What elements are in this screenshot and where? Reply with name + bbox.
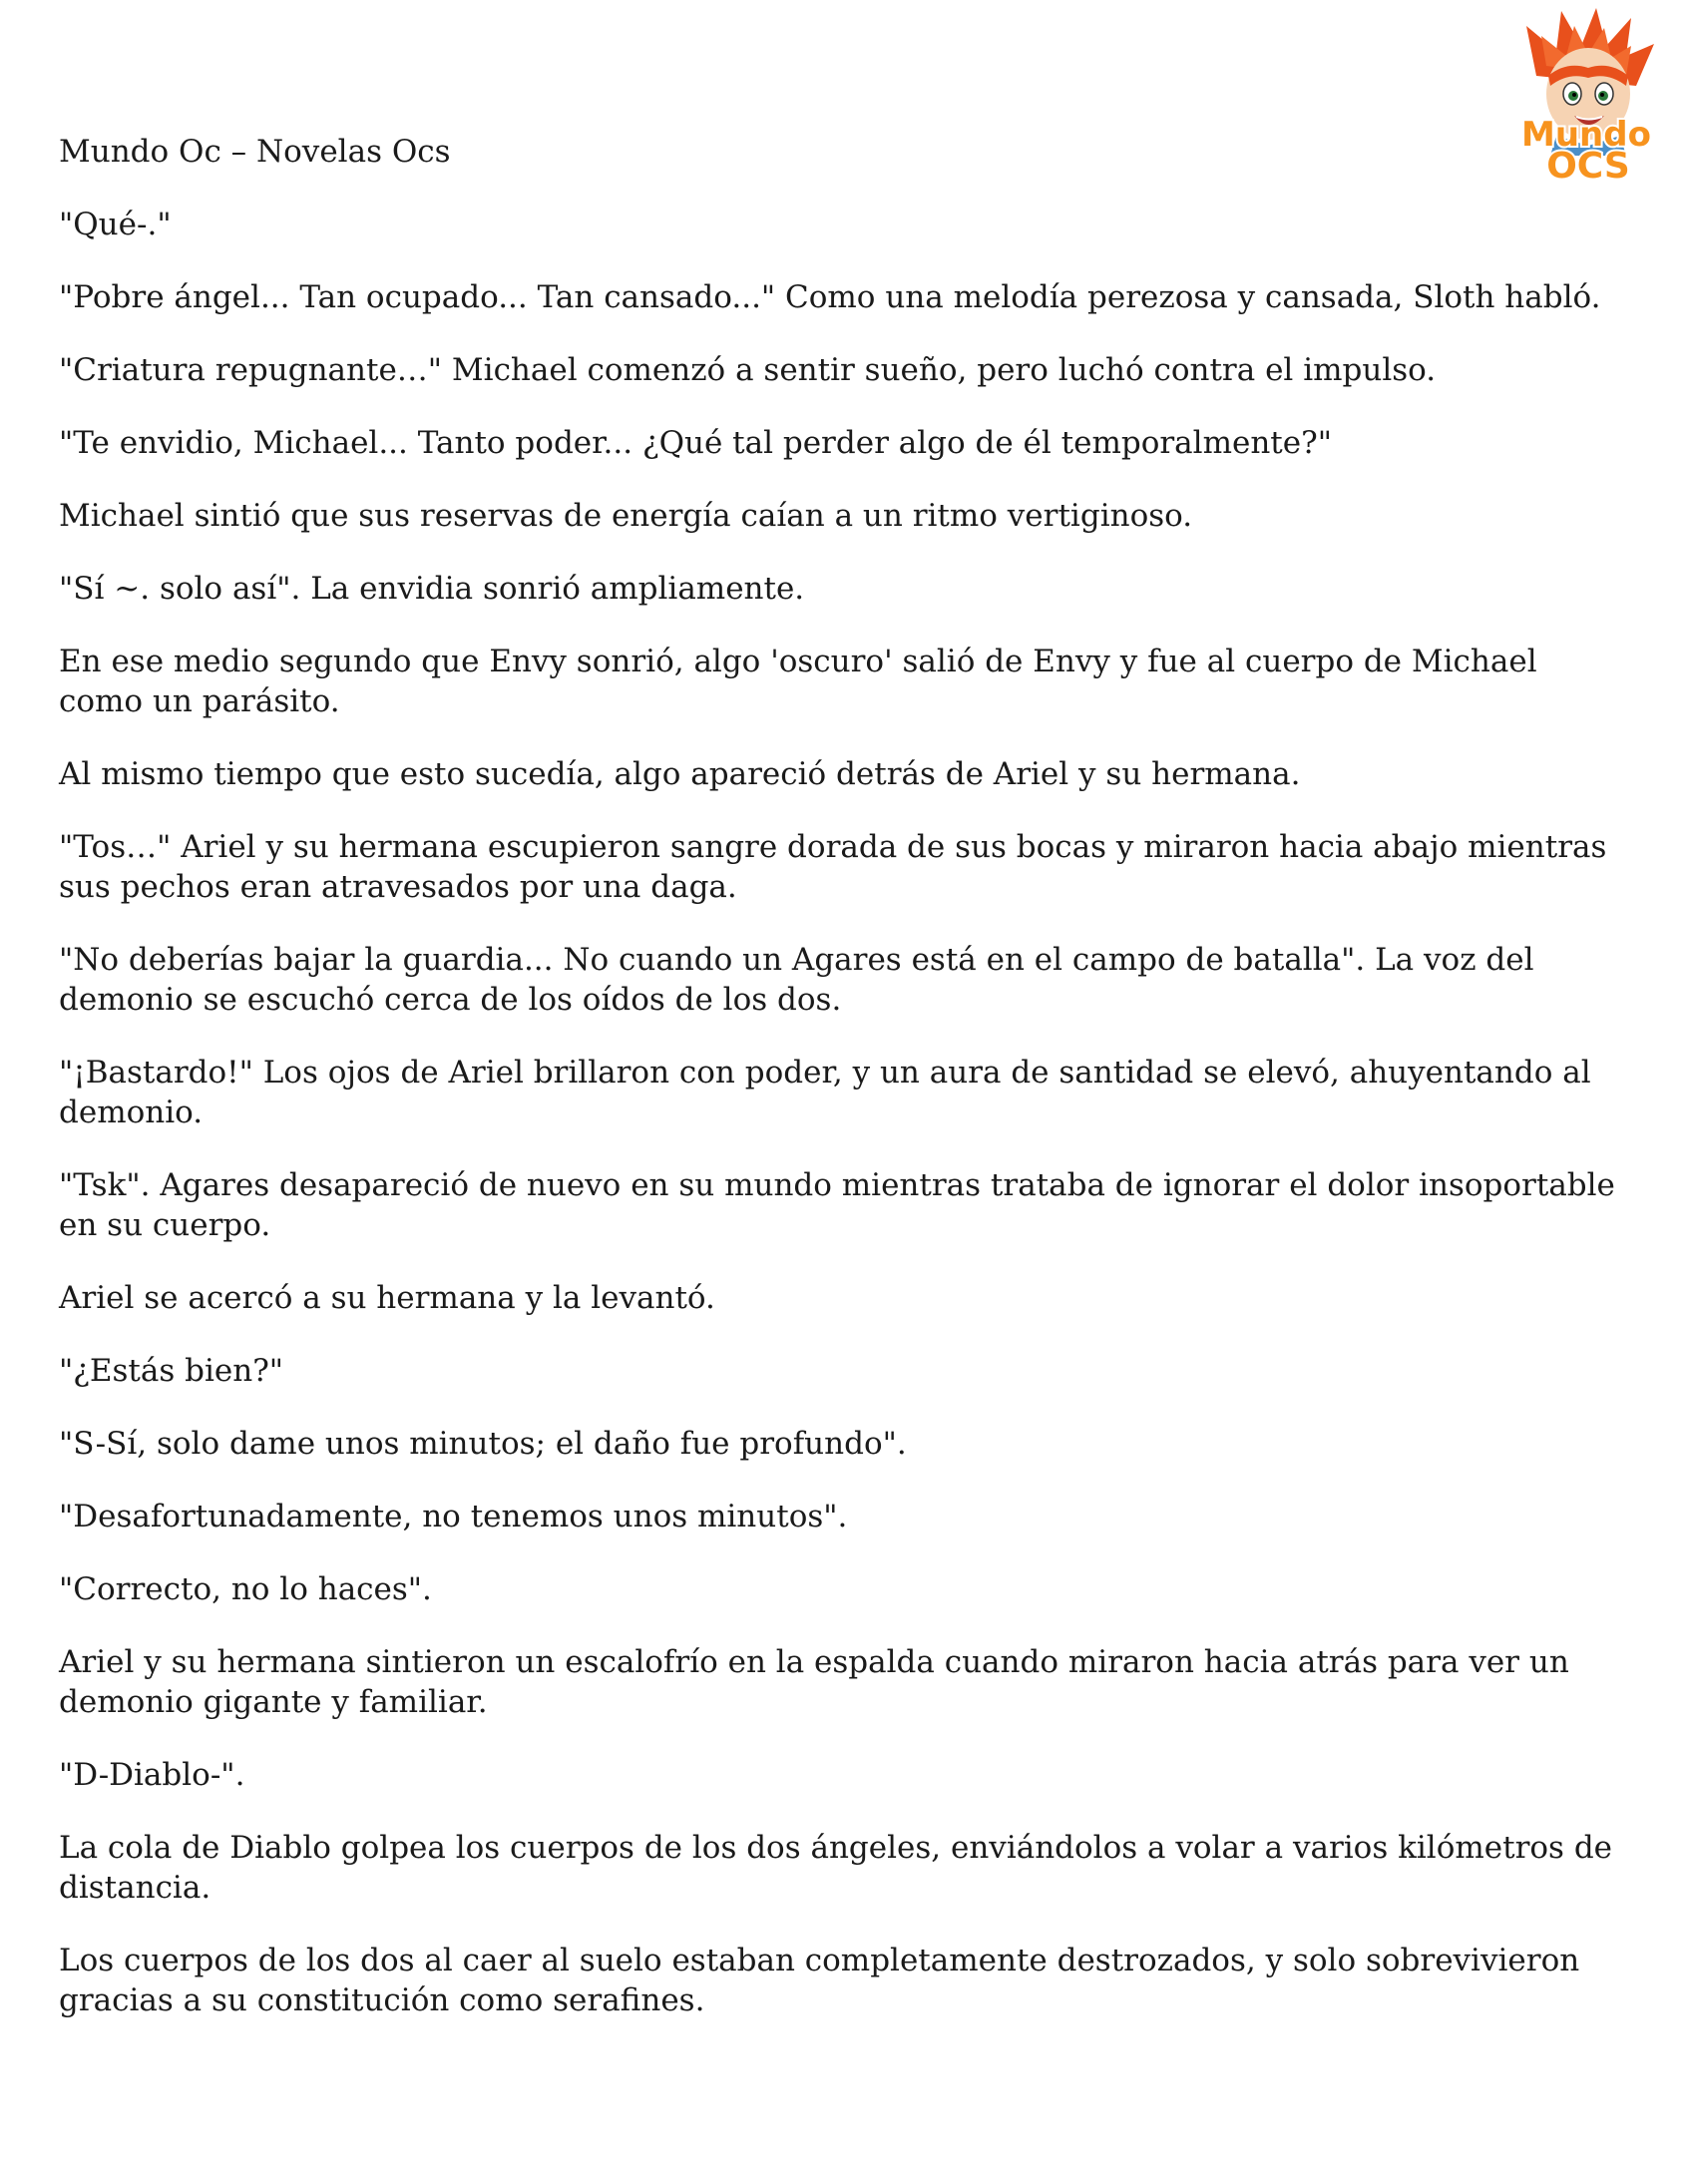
paragraph: "Qué-.": [59, 207, 172, 242]
paragraph: La cola de Diablo golpea los cuerpos de los dos ángeles, enviándolos a volar a varios kilómetros de distancia.: [59, 1830, 1613, 1906]
svg-text:Mundo: Mundo: [1521, 115, 1651, 155]
logo-text: [1521, 115, 1651, 186]
paragraph: "S-Sí, solo dame unos minutos; el daño fue profundo".: [59, 1426, 907, 1462]
paragraph: "No deberías bajar la guardia... No cuando un Agares está en el campo de batalla". La voz del demonio se escuchó cerca de los oídos de los dos.: [59, 942, 1534, 1018]
paragraph: "Criatura repugnante…" Michael comenzó a sentir sueño, pero luchó contra el impulso.: [59, 352, 1437, 388]
svg-text:OCS: OCS: [1546, 146, 1630, 186]
paragraph: "Te envidio, Michael... Tanto poder... ¿Qué tal perder algo de él temporalmente?": [59, 425, 1332, 461]
paragraph: Los cuerpos de los dos al caer al suelo estaban completamente destrozados, y solo sobrevivieron gracias a su constitución como serafines.: [59, 1943, 1580, 2018]
paragraph: "Tsk". Agares desapareció de nuevo en su mundo mientras trataba de ignorar el dolor insoportable en su cuerpo.: [59, 1167, 1615, 1243]
paragraph: Al mismo tiempo que esto sucedía, algo apareció detrás de Ariel y su hermana.: [59, 756, 1301, 792]
paragraph: Ariel se acercó a su hermana y la levantó.: [59, 1280, 715, 1316]
paragraph: Michael sintió que sus reservas de energía caían a un ritmo vertiginoso.: [59, 498, 1193, 534]
paragraph: "¡Bastardo!" Los ojos de Ariel brillaron con poder, y un aura de santidad se elevó, ahuyentando al demonio.: [59, 1055, 1591, 1130]
mundo-ocs-logo: [1496, 6, 1676, 186]
paragraph: "Tos…" Ariel y su hermana escupieron sangre dorada de sus bocas y miraron hacia abajo mientras sus pechos eran atravesados por una daga.: [59, 829, 1607, 905]
paragraph: "Sí ~. solo así". La envidia sonrió ampliamente.: [59, 571, 805, 607]
paragraph: Ariel y su hermana sintieron un escalofrío en la espalda cuando miraron hacia atrás para ver un demonio gigante y familiar.: [59, 1644, 1569, 1720]
paragraph: En ese medio segundo que Envy sonrió, algo 'oscuro' salió de Envy y fue al cuerpo de Michael como un parásito.: [59, 644, 1537, 719]
document-body: [59, 205, 1615, 2053]
paragraph: "Desafortunadamente, no tenemos unos minutos".: [59, 1499, 848, 1534]
paragraph: "¿Estás bien?": [59, 1353, 284, 1389]
paragraph: "Pobre ángel... Tan ocupado... Tan cansado..." Como una melodía perezosa y cansada, Sloth habló.: [59, 279, 1601, 315]
page-header-title: Mundo Oc – Novelas Ocs: [59, 134, 451, 170]
paragraph: "D-Diablo-".: [59, 1757, 245, 1793]
paragraph: "Correcto, no lo haces".: [59, 1571, 432, 1607]
